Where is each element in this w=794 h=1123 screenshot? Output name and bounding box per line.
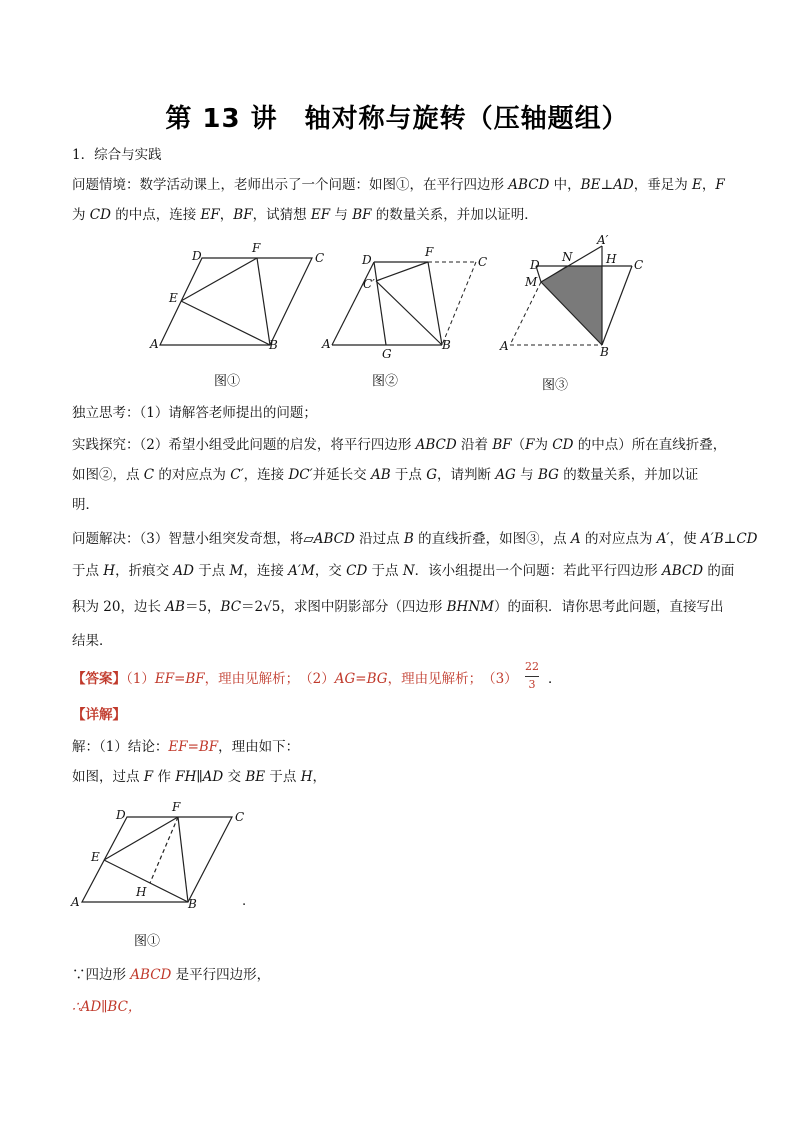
- fig1-segment-fb: [257, 258, 270, 345]
- fig1-label-b: B: [269, 338, 278, 352]
- figure-4-dot: .: [242, 894, 247, 909]
- detail-line-4: ∴AD∥BC，: [72, 999, 142, 1015]
- fig1-label-e: E: [169, 291, 178, 305]
- answer-line: 【答案】（1）EF=BF，理由见解析； （2）AG=BG，理由见解析； （3）: [72, 671, 518, 687]
- fig2-segment-fb: [428, 262, 442, 345]
- figure-2-caption: 图②: [372, 374, 399, 389]
- question-1: 独立思考：（1）请解答老师提出的问题；: [72, 405, 317, 421]
- fig1-label-d: D: [192, 249, 202, 263]
- figure-3: [496, 232, 656, 362]
- figure-4-caption: 图①: [134, 934, 161, 949]
- question-3-line-2: 于点 H，折痕交 AD 于点 M，连接 A′M，交 CD 于点 N．该小组提出一个问题：若此平行四边形 ABCD 的面: [72, 563, 735, 579]
- fig4-label-b: B: [188, 897, 197, 911]
- fig4-label-f: F: [172, 800, 181, 814]
- fig3-label-a: A: [500, 339, 509, 353]
- answer-fraction-bar: [525, 676, 539, 677]
- question-3-line-3: 积为 20，边长 AB＝5，BC＝2√5，求图中阴影部分（四边形 BHNM）的面积．请你思考此问题，直接写出: [72, 599, 724, 615]
- fig4-label-e: E: [91, 850, 100, 864]
- answer-fraction-numerator: 22: [525, 660, 539, 673]
- fig2-label-b: B: [442, 338, 451, 352]
- fig1-segment-ef: [181, 258, 257, 301]
- figure-1: [140, 238, 340, 362]
- fig3-label-m: M: [525, 275, 538, 289]
- fig3-label-d: D: [530, 258, 540, 272]
- fig2-segment-c-prime-b: [376, 281, 442, 345]
- answer-label: 【答案】: [72, 671, 126, 687]
- question-3-line-1: 问题解决：（3）智慧小组突发奇想，将▱ABCD 沿过点 B 的直线折叠，如图③，点 A 的对应点为 A′，使 A′B⊥CD: [72, 531, 758, 547]
- figure-2: [318, 238, 498, 362]
- question-2-line-3: 明．: [72, 497, 99, 513]
- fig3-shaded-bhnm: [541, 266, 602, 345]
- question-3-line-4: 结果．: [72, 633, 113, 649]
- detail-line-1: 解：（1）结论：EF=BF，理由如下：: [72, 739, 300, 755]
- scenario-line-1: 问题情境：数学活动课上，老师出示了一个问题：如图①，在平行四边形 ABCD 中，BE⊥AD，垂足为 E，F: [72, 177, 725, 193]
- answer-end: ．: [548, 671, 562, 687]
- figure-4: [66, 798, 266, 916]
- fig2-label-a: A: [322, 337, 331, 351]
- question-2-line-1: 实践探究：（2）希望小组受此问题的启发，将平行四边形 ABCD 沿着 BF（F为 CD 的中点）所在直线折叠，: [72, 437, 727, 453]
- fig4-label-c: C: [235, 810, 245, 824]
- fig1-label-f: F: [252, 241, 261, 255]
- fig2-label-g: G: [382, 347, 392, 361]
- fig4-label-a: A: [71, 895, 80, 909]
- figure-1-caption: 图①: [214, 374, 241, 389]
- fig1-label-c: C: [315, 251, 325, 265]
- fig2-label-f: F: [425, 245, 434, 259]
- fig2-label-c-prime: C′: [363, 277, 375, 291]
- fig3-label-b: B: [600, 345, 609, 359]
- scenario-line-2: 为 CD 的中点，连接 EF，BF，试猜想 EF 与 BF 的数量关系，并加以证明．: [72, 207, 538, 223]
- fig4-label-h: H: [136, 885, 147, 899]
- fig3-label-h: H: [606, 252, 617, 266]
- fig3-label-c: C: [634, 258, 644, 272]
- answer-fraction-denominator: 3: [528, 678, 536, 691]
- fig2-dashed-cb: [442, 262, 476, 345]
- fig1-segment-eb: [181, 301, 270, 345]
- problem-number: 1．综合与实践: [72, 147, 162, 163]
- page-title: 第 13 讲 轴对称与旋转（压轴题组）: [165, 104, 629, 134]
- detail-line-2: 如图，过点 F 作 FH∥AD 交 BE 于点 H，: [72, 769, 326, 785]
- fig2-label-d: D: [362, 253, 372, 267]
- fig2-segment-dg: [374, 262, 386, 345]
- fig3-label-a-prime: A′: [597, 233, 609, 247]
- fig4-dashed-fh: [150, 817, 178, 883]
- fig3-label-n: N: [562, 250, 573, 264]
- question-2-line-2: 如图②，点 C 的对应点为 C′，连接 DC′并延长交 AB 于点 G，请判断 AG 与 BG 的数量关系，并加以证: [72, 467, 699, 483]
- fig2-segment-fc-prime: [376, 262, 428, 281]
- detail-line-3: ∵四边形 ABCD 是平行四边形，: [72, 967, 271, 983]
- fig2-label-c: C: [478, 255, 488, 269]
- figure-3-caption: 图③: [542, 378, 569, 393]
- detail-label: 【详解】: [72, 707, 126, 723]
- fig4-label-d: D: [116, 808, 126, 822]
- fig1-label-a: A: [150, 337, 159, 351]
